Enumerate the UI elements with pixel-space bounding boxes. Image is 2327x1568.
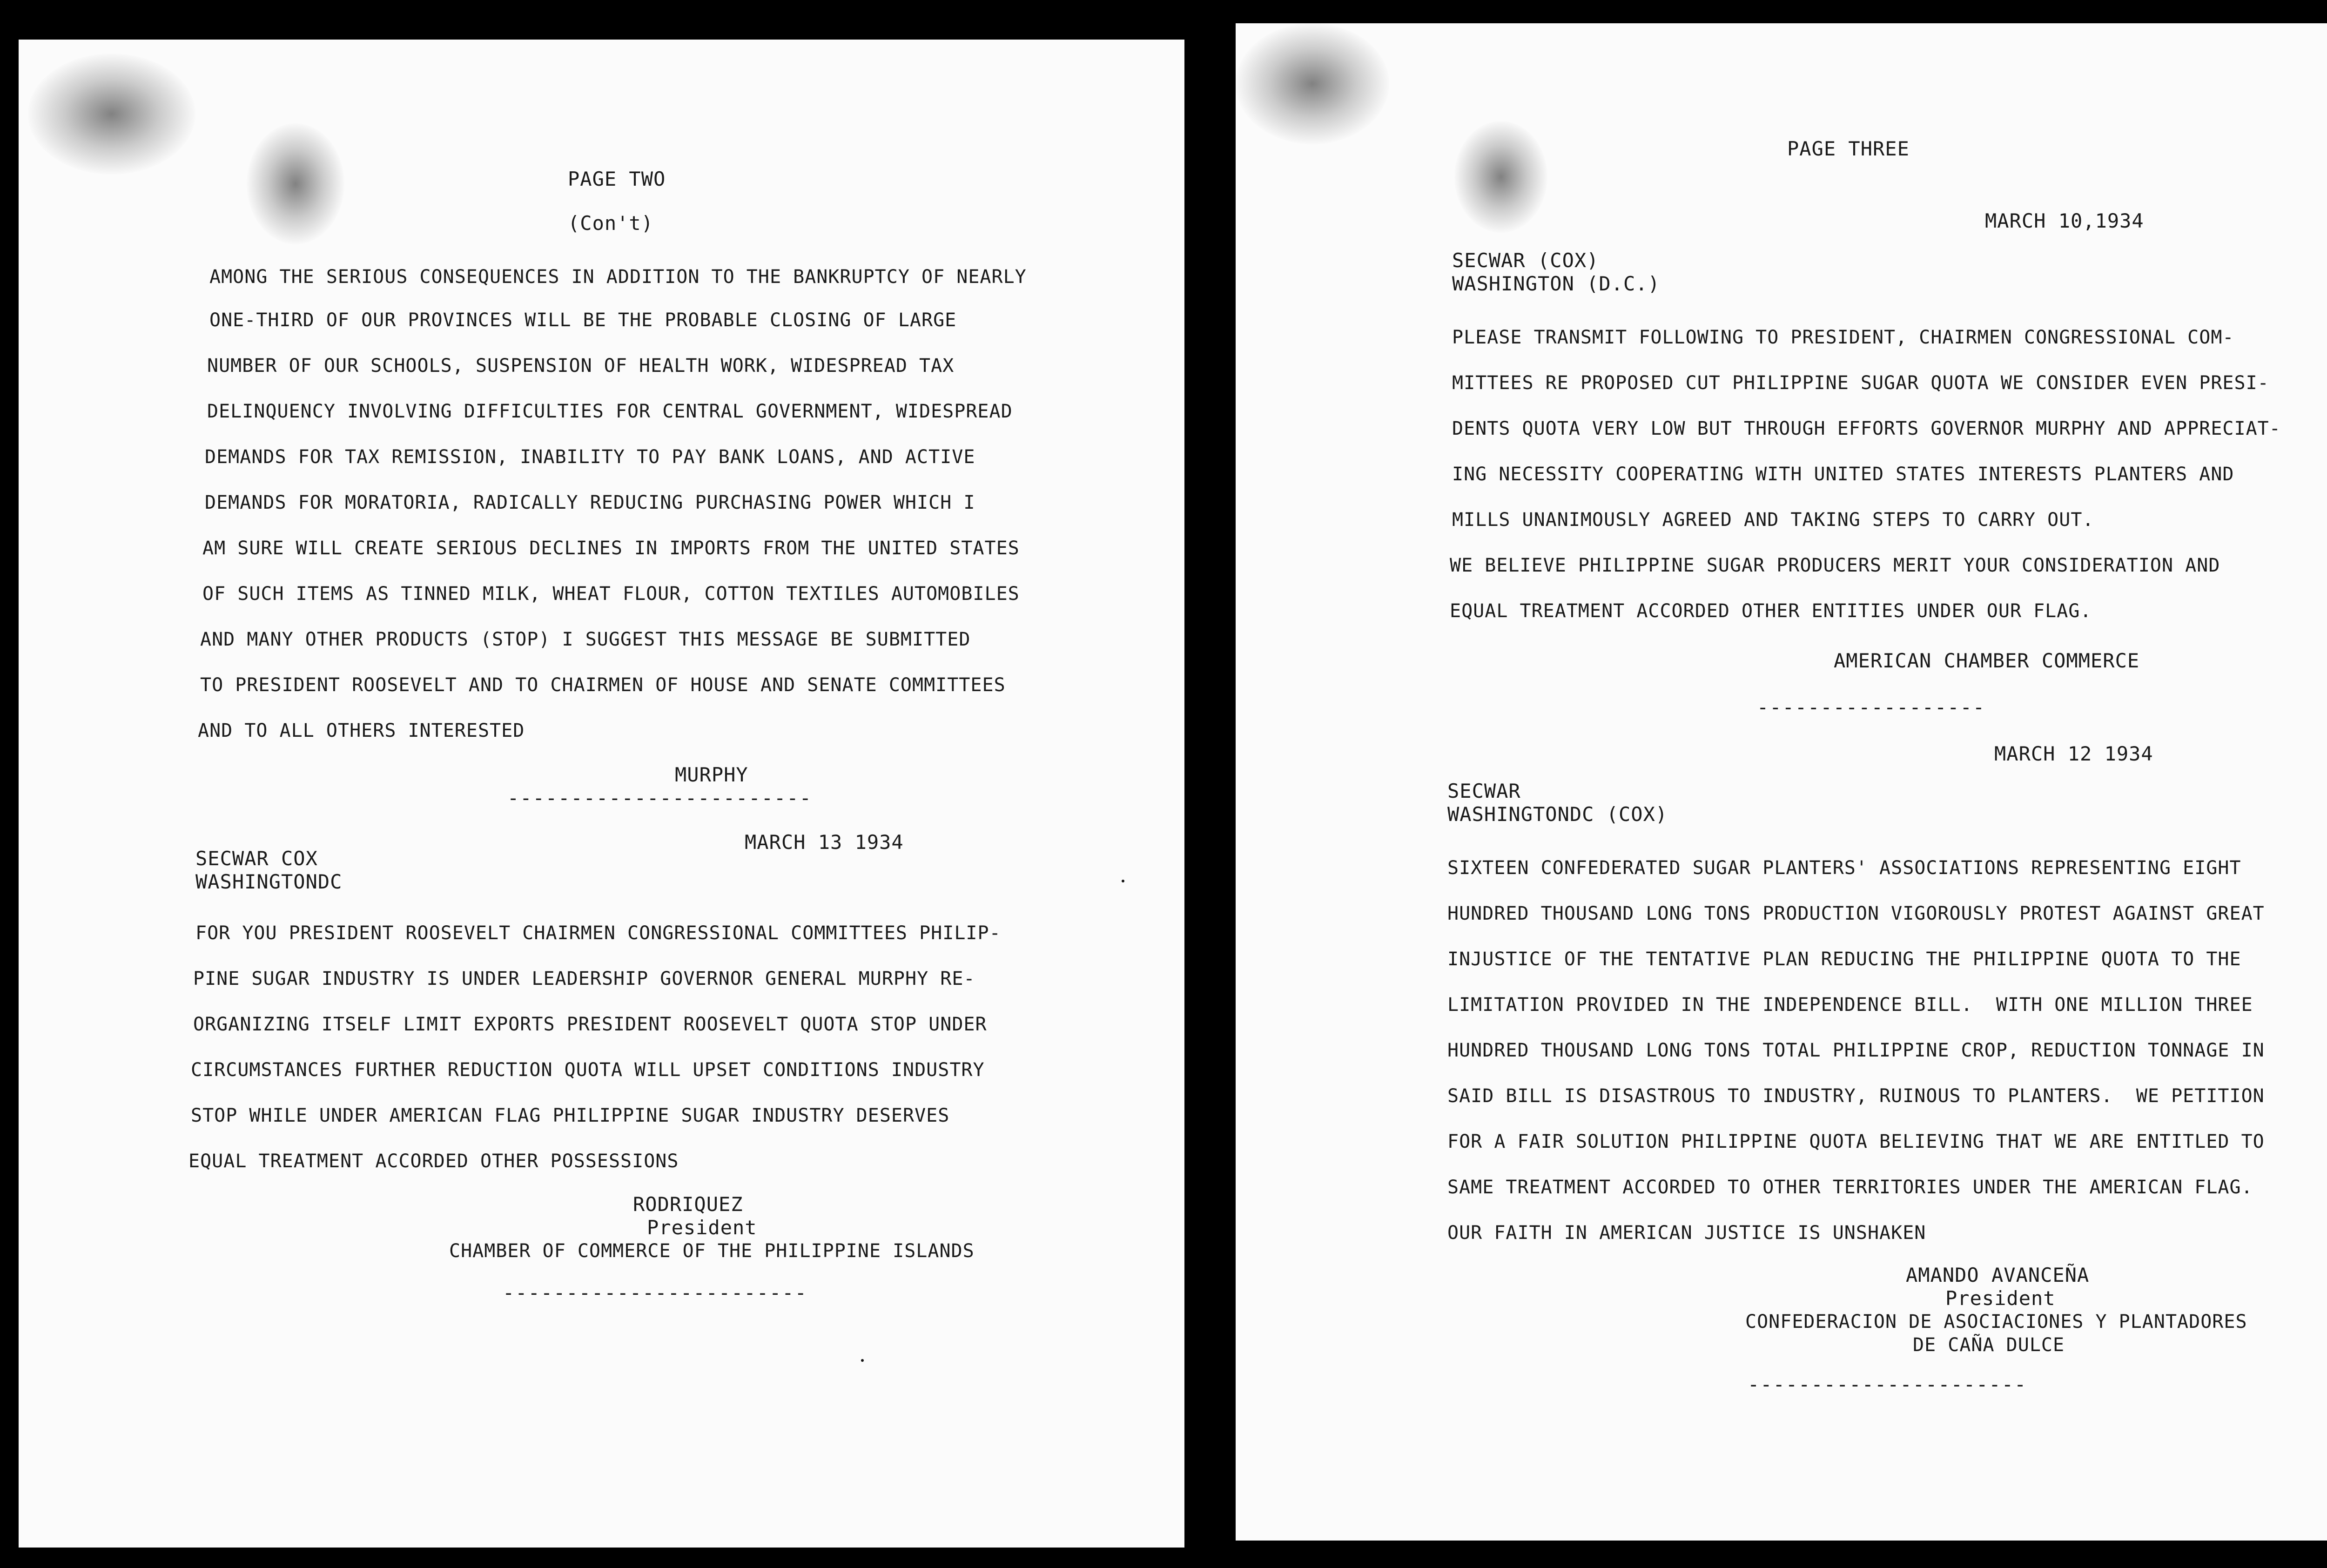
body-line: DEMANDS FOR MORATORIA, RADICALLY REDUCING PURCHASING POWER WHICH I (205, 492, 975, 513)
ink-smudge (28, 54, 195, 175)
body-line: AM SURE WILL CREATE SERIOUS DECLINES IN IMPORTS FROM THE UNITED STATES (202, 538, 1020, 559)
left-page (19, 40, 1184, 1548)
page-subheader: (Con't) (568, 212, 654, 235)
body-line: AND MANY OTHER PRODUCTS (STOP) I SUGGEST THIS MESSAGE BE SUBMITTED (200, 629, 971, 650)
body-line: WE BELIEVE PHILIPPINE SUGAR PRODUCERS MERIT YOUR CONSIDERATION AND (1450, 555, 2220, 576)
signature: AMERICAN CHAMBER COMMERCE (1834, 649, 2140, 672)
body-line: PINE SUGAR INDUSTRY IS UNDER LEADERSHIP GOVERNOR GENERAL MURPHY RE- (193, 968, 975, 989)
body-line: SAME TREATMENT ACCORDED TO OTHER TERRITORIES UNDER THE AMERICAN FLAG. (1447, 1177, 2253, 1198)
body-line: DENTS QUOTA VERY LOW BUT THROUGH EFFORTS GOVERNOR MURPHY AND APPRECIAT- (1452, 418, 2281, 439)
address-line: SECWAR COX (195, 847, 318, 870)
body-line: MILLS UNANIMOUSLY AGREED AND TAKING STEPS TO CARRY OUT. (1452, 509, 2094, 531)
body-line: TO PRESIDENT ROOSEVELT AND TO CHAIRMEN OF HOUSE AND SENATE COMMITTEES (200, 674, 1006, 696)
body-line: EQUAL TREATMENT ACCORDED OTHER ENTITIES UNDER OUR FLAG. (1450, 600, 2092, 622)
ink-smudge (1236, 23, 1389, 144)
body-line: AMONG THE SERIOUS CONSEQUENCES IN ADDITION TO THE BANKRUPTCY OF NEARLY (209, 266, 1027, 288)
body-line: STOP WHILE UNDER AMERICAN FLAG PHILIPPINE SUGAR INDUSTRY DESERVES (191, 1105, 950, 1126)
body-line: OF SUCH ITEMS AS TINNED MILK, WHEAT FLOUR, COTTON TEXTILES AUTOMOBILES (202, 583, 1020, 605)
separator: ---------------------- (1748, 1373, 2027, 1396)
body-line: SAID BILL IS DISASTROUS TO INDUSTRY, RUINOUS TO PLANTERS. WE PETITION (1447, 1085, 2265, 1107)
body-line: OUR FAITH IN AMERICAN JUSTICE IS UNSHAKEN (1447, 1222, 1926, 1244)
page-header: PAGE TWO (568, 168, 666, 190)
address-line: SECWAR (1447, 780, 1521, 802)
body-line: SIXTEEN CONFEDERATED SUGAR PLANTERS' ASSOCIATIONS REPRESENTING EIGHT (1447, 857, 2241, 879)
body-line: DEMANDS FOR TAX REMISSION, INABILITY TO PAY BANK LOANS, AND ACTIVE (205, 446, 975, 468)
signature-organization: CONFEDERACION DE ASOCIACIONES Y PLANTADORES (1745, 1311, 2247, 1332)
signature-title: President (1945, 1287, 2056, 1310)
body-line: AND TO ALL OTHERS INTERESTED (198, 720, 525, 741)
body-line: ING NECESSITY COOPERATING WITH UNITED STATES INTERESTS PLANTERS AND (1452, 464, 2234, 485)
signature: MURPHY (675, 763, 748, 786)
body-line: ONE-THIRD OF OUR PROVINCES WILL BE THE PROBABLE CLOSING OF LARGE (209, 310, 957, 331)
signature-title: President (647, 1216, 757, 1239)
body-line: HUNDRED THOUSAND LONG TONS PRODUCTION VIGOROUSLY PROTEST AGAINST GREAT (1447, 903, 2265, 924)
separator: ------------------------ (503, 1281, 807, 1304)
signature-name: RODRIQUEZ (633, 1193, 743, 1216)
signature-name: AMANDO AVANCEÑA (1906, 1264, 2090, 1286)
address-line: WASHINGTON (D.C.) (1452, 272, 1660, 295)
separator: ------------------------ (507, 787, 812, 809)
speck (1122, 880, 1124, 882)
body-line: FOR YOU PRESIDENT ROOSEVELT CHAIRMEN CONGRESSIONAL COMMITTEES PHILIP- (195, 922, 1001, 944)
ink-smudge (247, 123, 344, 244)
page-header: PAGE THREE (1787, 137, 1910, 160)
body-line: MITTEES RE PROPOSED CUT PHILIPPINE SUGAR QUOTA WE CONSIDER EVEN PRESI- (1452, 372, 2269, 394)
body-line: LIMITATION PROVIDED IN THE INDEPENDENCE BILL. WITH ONE MILLION THREE (1447, 994, 2253, 1016)
body-line: FOR A FAIR SOLUTION PHILIPPINE QUOTA BELIEVING THAT WE ARE ENTITLED TO (1447, 1131, 2265, 1152)
body-line: HUNDRED THOUSAND LONG TONS TOTAL PHILIPPINE CROP, REDUCTION TONNAGE IN (1447, 1040, 2265, 1061)
date: MARCH 10,1934 (1985, 209, 2144, 232)
right-page (1236, 23, 2327, 1541)
signature-organization: CHAMBER OF COMMERCE OF THE PHILIPPINE ISLANDS (449, 1240, 975, 1262)
address-line: WASHINGTONDC (COX) (1447, 803, 1668, 826)
body-line: INJUSTICE OF THE TENTATIVE PLAN REDUCING THE PHILIPPINE QUOTA TO THE (1447, 949, 2241, 970)
speck (861, 1359, 864, 1362)
address-line: WASHINGTONDC (195, 870, 343, 893)
signature-organization: DE CAÑA DULCE (1913, 1334, 2065, 1356)
body-line: CIRCUMSTANCES FURTHER REDUCTION QUOTA WILL UPSET CONDITIONS INDUSTRY (191, 1059, 985, 1081)
ink-smudge (1454, 121, 1547, 233)
separator: ------------------ (1757, 696, 1986, 719)
body-line: ORGANIZING ITSELF LIMIT EXPORTS PRESIDENT ROOSEVELT QUOTA STOP UNDER (193, 1014, 987, 1035)
date: MARCH 13 1934 (745, 831, 904, 854)
address-line: SECWAR (COX) (1452, 249, 1599, 272)
date: MARCH 12 1934 (1994, 742, 2153, 765)
body-line: EQUAL TREATMENT ACCORDED OTHER POSSESSIONS (188, 1151, 679, 1172)
body-line: NUMBER OF OUR SCHOOLS, SUSPENSION OF HEALTH WORK, WIDESPREAD TAX (207, 355, 955, 377)
body-line: PLEASE TRANSMIT FOLLOWING TO PRESIDENT, CHAIRMEN CONGRESSIONAL COM- (1452, 327, 2234, 348)
body-line: DELINQUENCY INVOLVING DIFFICULTIES FOR CENTRAL GOVERNMENT, WIDESPREAD (207, 401, 1013, 422)
